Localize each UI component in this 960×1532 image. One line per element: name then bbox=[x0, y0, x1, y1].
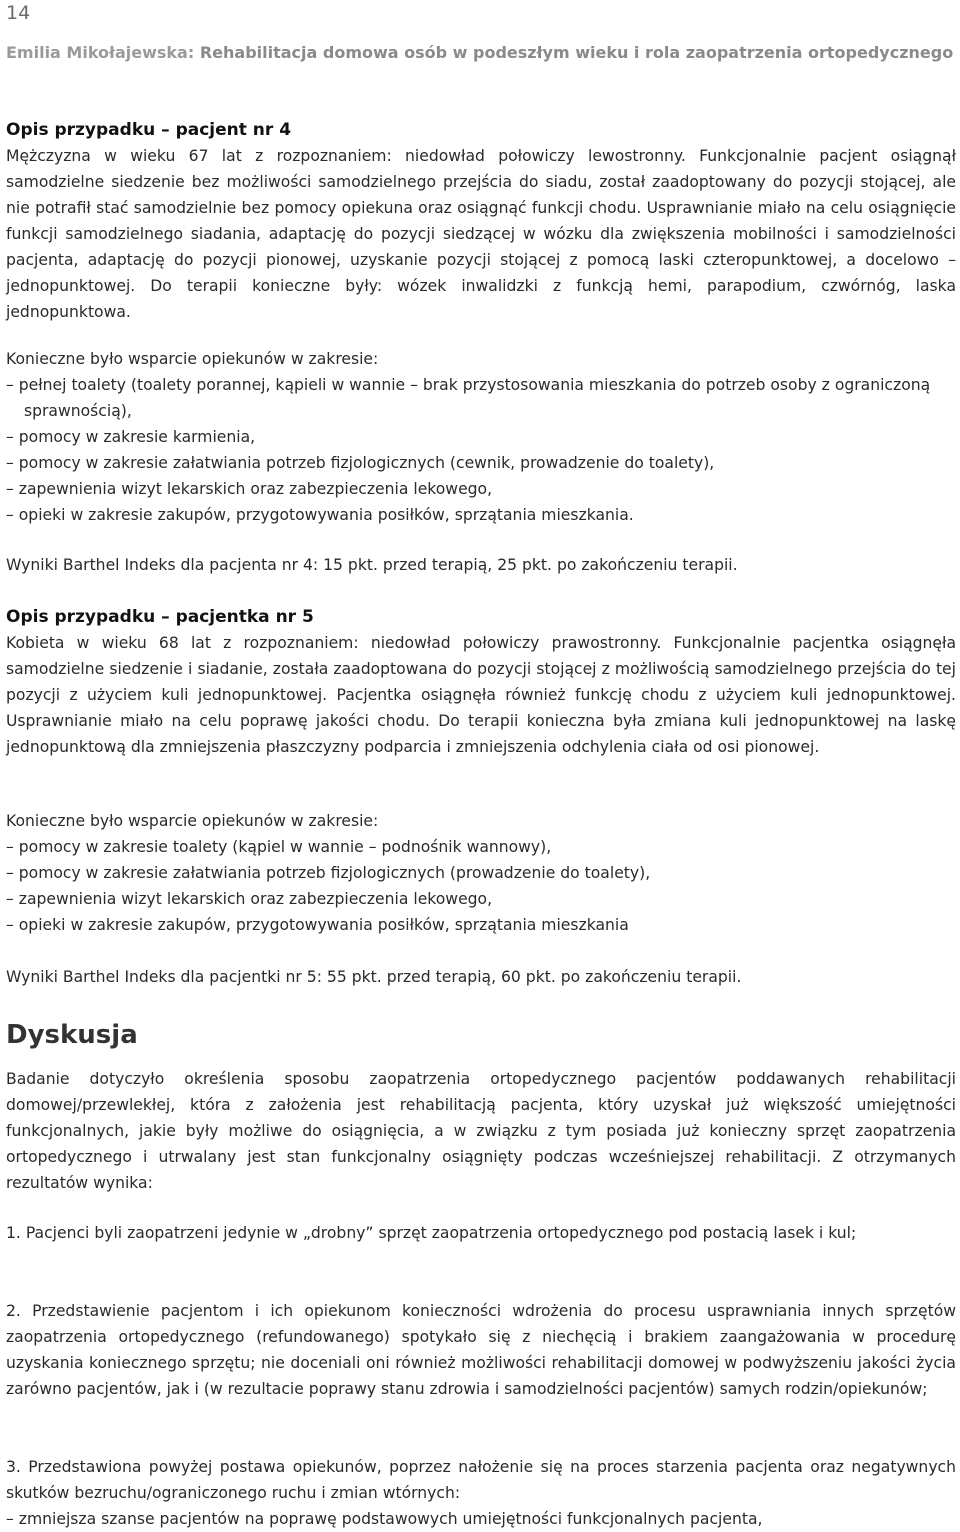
case-5-support bbox=[6, 808, 956, 938]
running-head-title: Rehabilitacja domowa osób w podeszłym wieku i rola zaopatrzenia ortopedycznego bbox=[199, 43, 954, 62]
list-item: – pomocy w zakresie toalety (kąpiel w wannie – podnośnik wannowy), bbox=[6, 838, 552, 856]
case-4-barthel-text: Wyniki Barthel Indeks dla pacjenta nr 4: 15 pkt. przed terapią, 25 pkt. po zakończeniu terapii. bbox=[6, 556, 738, 574]
running-head-author: Emilia Mikołajewska: bbox=[6, 43, 195, 62]
case-5-support-intro: Konieczne było wsparcie opiekunów w zakresie: bbox=[6, 812, 379, 830]
case-5-barthel bbox=[6, 964, 956, 990]
list-item: – opieki w zakresie zakupów, przygotowywania posiłków, sprzątania mieszkania bbox=[6, 916, 629, 934]
case-4-support bbox=[6, 346, 956, 528]
case-4-body: Mężczyzna w wieku 67 lat z rozpoznaniem: niedowład połowiczy lewostronny. Funkcjonalnie pacjent osiągnął samodzielne siedzenie bez możliwości samodzielnego przejścia do siadu, został zaadoptowany do pozycji stojącej, ale nie potrafił stać samodzielnie bez pomocy opiekuna oraz osiągnąć funkcji chodu. Usprawnianie miało na celu osiągnięcie funkcji samodzielnego siadania, adaptację do pozycji siedzącej w wózku dla zwiększenia mobilności i samodzielności pacjenta, adaptację do pozycji pionowej, uzyskanie pozycji stojącej z pomocą laski czteropunktowej, a docelowo – jednopunktowej. Do terapii konieczne były: wózek inwalidzki z funkcją hemi, parapodium, czwórnóg, laska jednopunktowa. bbox=[6, 147, 956, 321]
discussion-point-1 bbox=[6, 1220, 956, 1246]
list-item: – zapewnienia wizyt lekarskich oraz zabezpieczenia lekowego, bbox=[6, 890, 493, 908]
case-5-body: Kobieta w wieku 68 lat z rozpoznaniem: niedowład połowiczy prawostronny. Funkcjonalnie pacjentka osiągnęła samodzielne siedzenie i siadanie, została zaadoptowana do pozycji stojącej z możliwością samodzielnego przejścia do tej pozycji z użyciem kuli jednopunktowej. Pacjentka osiągnęła również funkcję chodu z użyciem kuli jednopunktowej. Usprawnianie miało na celu poprawę jakości chodu. Do terapii konieczna była zmiana kuli jednopunktowej na laskę jednopunktową dla zmniejszenia płaszczyzny podparcia i zmniejszenia odchylenia ciała od osi pionowej. bbox=[6, 634, 956, 756]
discussion-intro bbox=[6, 1066, 956, 1196]
case-5-section bbox=[6, 604, 956, 760]
running-head bbox=[6, 43, 953, 62]
case-5-support-list bbox=[6, 834, 956, 938]
list-item: – pomocy w zakresie karmienia, bbox=[6, 428, 256, 446]
page-number: 14 bbox=[6, 2, 31, 24]
discussion-title: Dyskusja bbox=[6, 1020, 138, 1050]
case-5-heading: Opis przypadku – pacjentka nr 5 bbox=[6, 607, 314, 627]
list-item: – pomocy w zakresie załatwiania potrzeb fizjologicznych (prowadzenie do toalety), bbox=[6, 864, 651, 882]
list-item: – pełnej toalety (toalety porannej, kąpieli w wannie – brak przystosowania mieszkania do potrzeb osoby z ograniczoną sprawnością), bbox=[6, 376, 931, 420]
discussion-point-3-item: – zmniejsza szanse pacjentów na poprawę podstawowych umiejętności funkcjonalnych pacjenta, bbox=[6, 1510, 763, 1528]
case-4-heading: Opis przypadku – pacjent nr 4 bbox=[6, 120, 292, 140]
case-4-barthel bbox=[6, 552, 956, 578]
list-item: – opieki w zakresie zakupów, przygotowywania posiłków, sprzątania mieszkania. bbox=[6, 506, 634, 524]
case-5-barthel-text: Wyniki Barthel Indeks dla pacjentki nr 5: 55 pkt. przed terapią, 60 pkt. po zakończeniu terapii. bbox=[6, 968, 742, 986]
list-item: – pomocy w zakresie załatwiania potrzeb fizjologicznych (cewnik, prowadzenie do toalety), bbox=[6, 454, 715, 472]
discussion-point-3-text: 3. Przedstawiona powyżej postawa opiekunów, poprzez nałożenie się na proces starzenia pacjenta oraz negatywnych skutków bezruchu/ograniczonego ruchu i zmian wtórnych: bbox=[6, 1458, 956, 1502]
discussion-point-2-text: 2. Przedstawienie pacjentom i ich opiekunom konieczności wdrożenia do procesu usprawniania innych sprzętów zaopatrzenia ortopedycznego (refundowanego) spotykało się z niechęcią i brakiem zaangażowania w procedurę uzyskania koniecznego sprzętu; nie doceniali oni również możliwości rehabilitacji domowej w podwyższeniu jakości życia zarówno pacjentów, jak i (w rezultacie poprawy stanu zdrowia i samodzielności pacjentów) samych rodzin/opiekunów; bbox=[6, 1302, 956, 1398]
discussion-intro-text: Badanie dotyczyło określenia sposobu zaopatrzenia ortopedycznego pacjentów poddawanych rehabilitacji domowej/przewlekłej, która z założenia jest rehabilitacją pacjenta, który uzyskał już większość umiejętności funkcjonalnych, jakie były możliwe do osiągnięcia, a w związku z tym posiada już konieczny sprzęt zaopatrzenia ortopedycznego i utrwalany jest stan funkcjonalny osiągnięty podczas wcześniejszej rehabilitacji. Z otrzymanych rezultatów wynika: bbox=[6, 1070, 956, 1192]
case-4-support-list bbox=[6, 372, 956, 528]
case-4-section bbox=[6, 117, 956, 325]
discussion-point-2 bbox=[6, 1298, 956, 1402]
case-4-support-intro: Konieczne było wsparcie opiekunów w zakresie: bbox=[6, 350, 379, 368]
list-item: – zapewnienia wizyt lekarskich oraz zabezpieczenia lekowego, bbox=[6, 480, 493, 498]
discussion-point-3 bbox=[6, 1454, 956, 1532]
discussion-point-1-text: 1. Pacjenci byli zaopatrzeni jedynie w „drobny” sprzęt zaopatrzenia ortopedycznego pod postacią lasek i kul; bbox=[6, 1224, 857, 1242]
